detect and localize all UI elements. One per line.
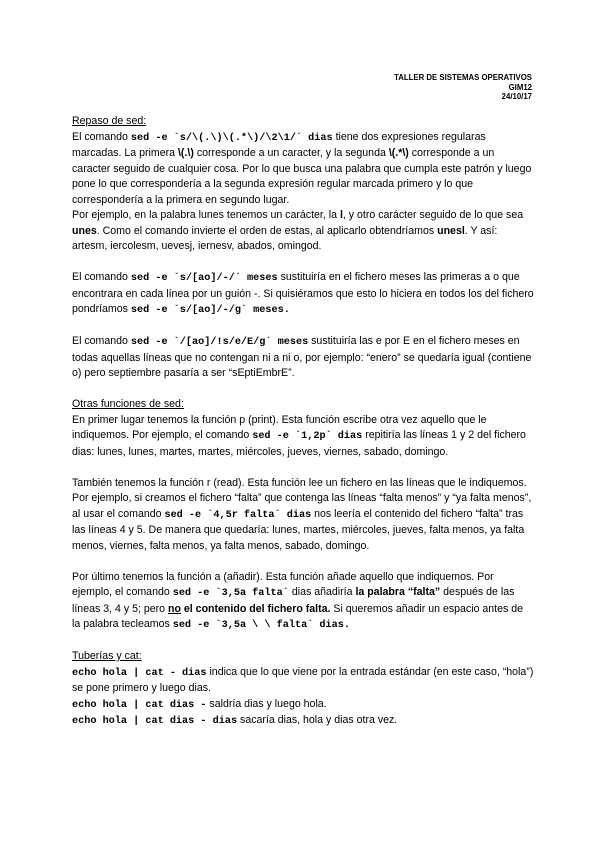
text: Por último tenemos la función a (añadir). Esta función añade aquello que indiquemos. Por ejemplo, el comando [72, 570, 494, 598]
document-body [72, 114, 534, 730]
command-append-space: sed -e `3,5a \ \ falta´ dias. [172, 620, 350, 631]
command-substitute: sed -e `s/[ao]/-/´ meses [130, 273, 278, 284]
text: Si queremos añadir un espacio antes de la palabra tecleamos [72, 602, 524, 630]
text: El comando [72, 271, 131, 283]
regex-second: \(.*\) [388, 147, 409, 159]
command-pipe-2: echo hola | cat dias - [72, 699, 207, 711]
spacer [72, 255, 534, 271]
text: En primer lugar tenemos la función p (print). Esta función escribe otra vez aquello que le indiquemos. Por ejemplo, el comando [72, 413, 487, 441]
spacer [72, 460, 534, 476]
bold-l: l [339, 209, 343, 221]
text: saldría dias y luego hola. [206, 697, 327, 710]
bold-la-palabra-falta: la palabra “falta” [355, 586, 441, 598]
text: Por ejemplo, en la palabra lunes tenemos un carácter, la [72, 209, 340, 221]
paragraph-append-function [72, 570, 534, 634]
section-title-otras-funciones: Otras funciones de sed: [72, 398, 184, 410]
spacer [72, 382, 534, 398]
document-date: 24/10/17 [501, 92, 532, 101]
text: después de las líneas 3, 4 y 5; pero [72, 586, 515, 615]
text: dias añadiría [288, 586, 356, 598]
section-title-repaso-sed: Repaso de sed: [72, 115, 147, 127]
spacer [72, 319, 534, 335]
bold-unesl: unesl [437, 224, 465, 237]
paragraph-print-function [72, 413, 534, 461]
text: El comando [72, 130, 131, 143]
paragraph-pipe-3 [72, 713, 534, 730]
text: . Como el comando invierte el orden de estas, al aplicarlo obtendríamos [96, 224, 438, 237]
text: sacaría dias, hola y dias otra vez. [237, 714, 398, 726]
command-pipe-3: echo hola | cat dias - dias [72, 716, 238, 727]
command-swap: sed -e `s/\(.\)\(.*\)/\2\1/´ dias [130, 132, 333, 144]
command-append: sed -e `3,5a falta´ [172, 588, 289, 599]
text: nos leería el contenido del fichero “falta” tras las líneas 4 y 5. De manera que quedaría: lunes, martes, miércoles, jueves, falta menos, ya falta menos, viernes, falta menos, ya falta menos, sabado, domingo. [72, 507, 525, 552]
bold-unes: unes [72, 224, 97, 237]
paragraph-example-lunes [72, 208, 534, 255]
document-header [394, 73, 532, 102]
text: El comando [72, 335, 131, 347]
text: indica que lo que viene por la entrada estándar (en este caso, “hola”) se pone primero y luego dias. [72, 665, 534, 694]
text: sustituiría las e por E en el fichero meses en todas aquellas líneas que no contengan ni a ni o, por ejemplo: “enero” se quedaría igual (contiene o) pero septiembre pasaría a ser “sEptiEmbrE”. [72, 335, 532, 379]
spacer [72, 554, 534, 570]
text: sustituiría en el fichero meses las primeras a o que encontrara en cada línea por un guión -. Si quisiéramos que esto lo hiciera en todos los del fichero pondríamos [72, 271, 534, 315]
command-read: sed -e `4,5r falta´ dias [164, 509, 312, 521]
paragraph-negated-substitute [72, 334, 534, 382]
paragraph-substitute-ao [72, 270, 534, 319]
text: . Y así: artesm, iercolesm, uevesj, iernesv, abados, omingod. [72, 224, 498, 252]
command-pipe-1: echo hola | cat - dias [72, 667, 207, 679]
group-name: GIM12 [508, 82, 532, 92]
text: , y otro carácter seguido de lo que sea [342, 209, 524, 221]
text: También tenemos la función r (read). Esta función lee un fichero en las líneas que le indiquemos. Por ejemplo, si creamos el fichero “falta” que contenga las líneas “falta menos” y “ya falta menos”, al usar el comando [72, 476, 532, 520]
paragraph-pipe-1 [72, 665, 534, 697]
command-print: sed -e `1,2p´ dias [252, 431, 363, 442]
text: repitiría las líneas 1 y 2 del fichero dias: lunes, lunes, martes, martes, miércoles, jueves, viernes, sabado, domingo. [72, 429, 526, 458]
paragraph-backreferences [72, 130, 534, 209]
regex-first: \(.\) [177, 147, 194, 159]
course-name: TALLER DE SISTEMAS OPERATIVOS [394, 73, 532, 82]
text: corresponde a un caracter, y la segunda [193, 147, 389, 159]
text: corresponde a un caracter seguido de cualquier cosa. Por lo que busca una palabra que cumpla este patrón y luego pone lo que correspondería a la segunda expresión regular marcada primero y lo que correspondería a la primera en segundo lugar. [72, 147, 532, 206]
command-substitute-global: sed -e `s/[ao]/-/g´ meses. [130, 305, 290, 316]
bold-contenido-fichero: el contenido del fichero falta. [180, 602, 331, 615]
command-negated: sed -e `/[ao]/!s/e/E/g´ meses [130, 337, 309, 348]
paragraph-pipe-2 [72, 697, 534, 714]
bold-underlined-no: no [168, 602, 181, 615]
paragraph-read-function [72, 476, 534, 555]
section-title-tuberias: Tuberías y cat: [72, 650, 142, 662]
text: tiene dos expresiones regularas marcadas. La primera [72, 130, 486, 159]
spacer [72, 634, 534, 650]
